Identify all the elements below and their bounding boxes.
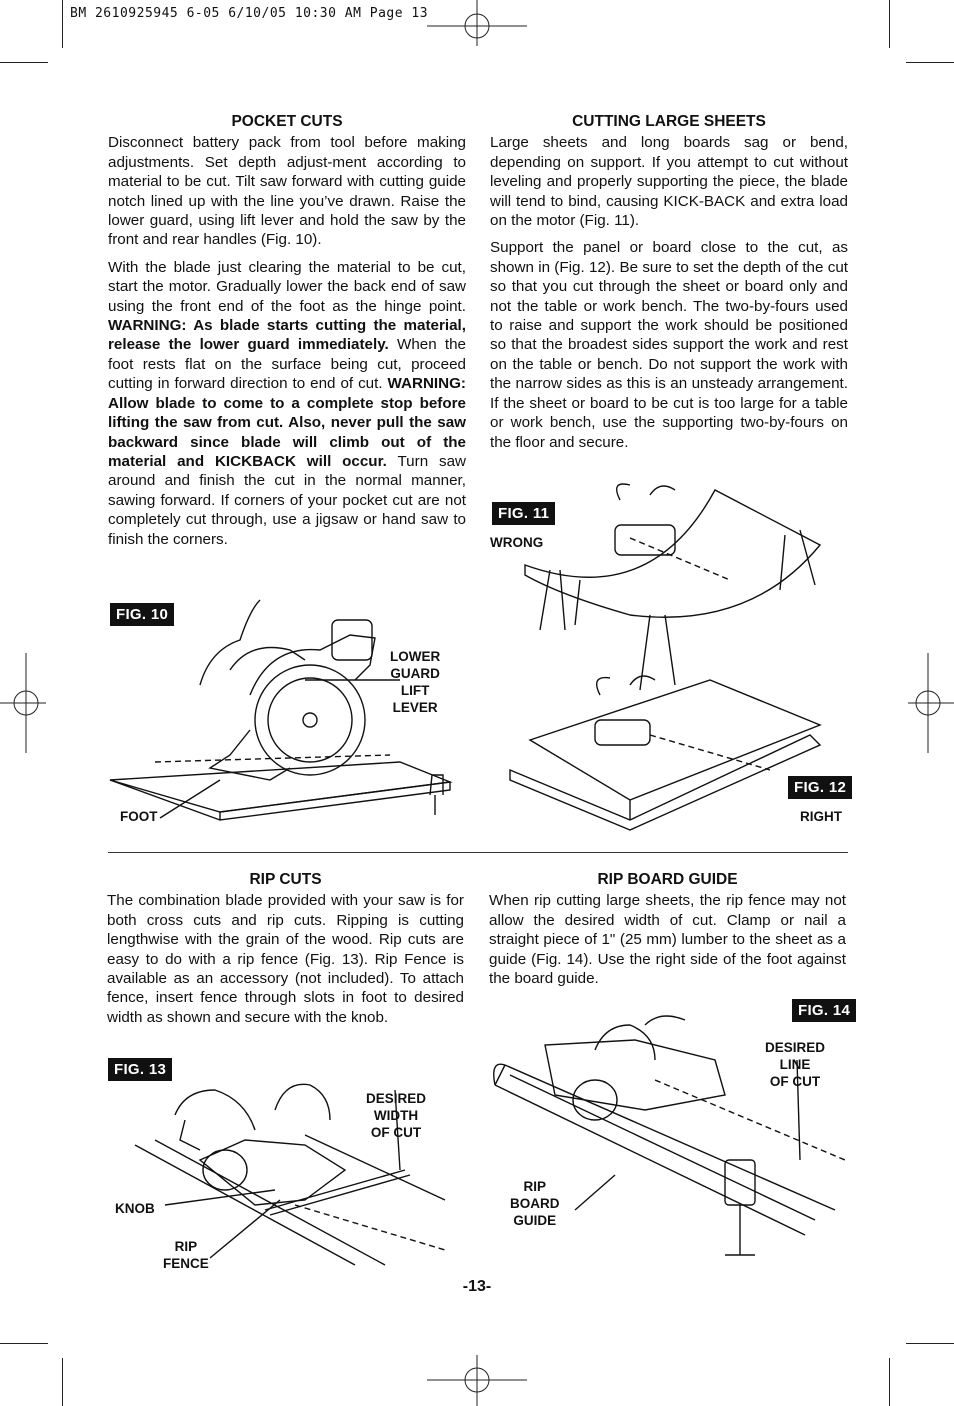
lower-guard-label: LOWER GUARD LIFT LEVER [390, 649, 441, 715]
right-label: RIGHT [800, 809, 842, 824]
print-slug: BM 2610925945 6-05 6/10/05 10:30 AM Page 13 [70, 6, 429, 21]
paragraph: When rip cutting large sheets, the rip fence may not allow the desired width of cut. Clamp or nail a straight piece of 1" (25 mm) lumber to the sheet as a guide (Fig. 14). Use the right side of the foot against the board guide. [489, 892, 846, 988]
text-run: With the blade just clearing the material to be cut, start the motor. Gradually lower the back end of saw using the front end of the foot as the hinge point. [108, 258, 466, 315]
rip-cuts-section [107, 870, 464, 1035]
paragraph [108, 258, 466, 549]
desired-width-label: DESIRED WIDTH OF CUT [366, 1091, 427, 1140]
warning-text: WARNING: Allow blade to come to a complete stop before lifting the saw from cut. Also, never pull the saw backward since blade will climb out of the material and KICKBACK will occur. [108, 375, 466, 470]
section-heading: RIP CUTS [249, 871, 322, 888]
paragraph: The combination blade provided with your saw is for both cross cuts and rip cuts. Ripping is cutting lengthwise with the grain of the wood. Rip cuts are easy to do with a rip fence (Fig. 13). Rip Fence is available as an accessory (not included). To attach fence, insert fence through slots in foot to desired width as shown and secure with the knob. [107, 892, 464, 1026]
rip-board-section [489, 870, 846, 996]
warning-text: WARNING: As blade starts cutting the material, release the lower guard immediately. [108, 317, 466, 354]
fig12-tag: FIG. 12 [788, 776, 852, 799]
fig14-tag: FIG. 14 [792, 999, 856, 1022]
section-divider [108, 852, 848, 853]
fig13-tag: FIG. 13 [108, 1058, 172, 1081]
pocket-cuts-section [108, 112, 466, 557]
section-heading: RIP BOARD GUIDE [597, 871, 738, 888]
rip-fence-label: RIP FENCE [163, 1239, 209, 1271]
section-heading: CUTTING LARGE SHEETS [572, 113, 766, 130]
large-sheets-section [490, 112, 848, 460]
text-run: Turn saw around and finish the cut in the normal manner, sawing forward. If corners of your pocket cut are not completely cut through, use a jigsaw or hand saw to finish the corners. [108, 452, 466, 548]
text-run: When the foot rests flat on the surface being cut, proceed cutting in forward direction to end of cut. [108, 336, 466, 393]
rip-board-guide-label: RIP BOARD GUIDE [510, 1179, 560, 1228]
knob-label: KNOB [115, 1201, 155, 1216]
page-number: -13- [462, 1278, 492, 1295]
foot-label: FOOT [120, 809, 158, 824]
paragraph: Disconnect battery pack from tool before making adjustments. Set depth adjust-ment according to material to be cut. Tilt saw forward with cutting guide notch lined up with the line you’ve drawn. Raise the lower guard, using lift lever and hold the saw by the front and rear handles (Fig. 10). [108, 134, 466, 249]
fig10-tag: FIG. 10 [110, 603, 174, 626]
fig11-tag: FIG. 11 [492, 502, 555, 525]
section-heading: POCKET CUTS [231, 113, 343, 130]
paragraph: Support the panel or board close to the cut, as shown in (Fig. 12). Be sure to set the depth of the cut so that you cut through the sheet or board only and not the table or work bench. The two-by-fours used to raise and support the work should be positioned so that the broadest sides support the work and rest on the table or bench. Do not support the work with the narrow sides as this is an unsteady arrangement. If the sheet or board to be cut is too large for a table or work bench, use the supporting two-by-fours on the floor and secure. [490, 239, 848, 451]
paragraph: Large sheets and long boards sag or bend, depending on support. If you attempt to cut without leveling and properly supporting the piece, the blade will tend to bind, causing KICK-BACK and extra load on the motor (Fig. 11). [490, 134, 848, 230]
desired-line-label: DESIRED LINE OF CUT [765, 1040, 826, 1089]
wrong-label: WRONG [490, 535, 544, 550]
